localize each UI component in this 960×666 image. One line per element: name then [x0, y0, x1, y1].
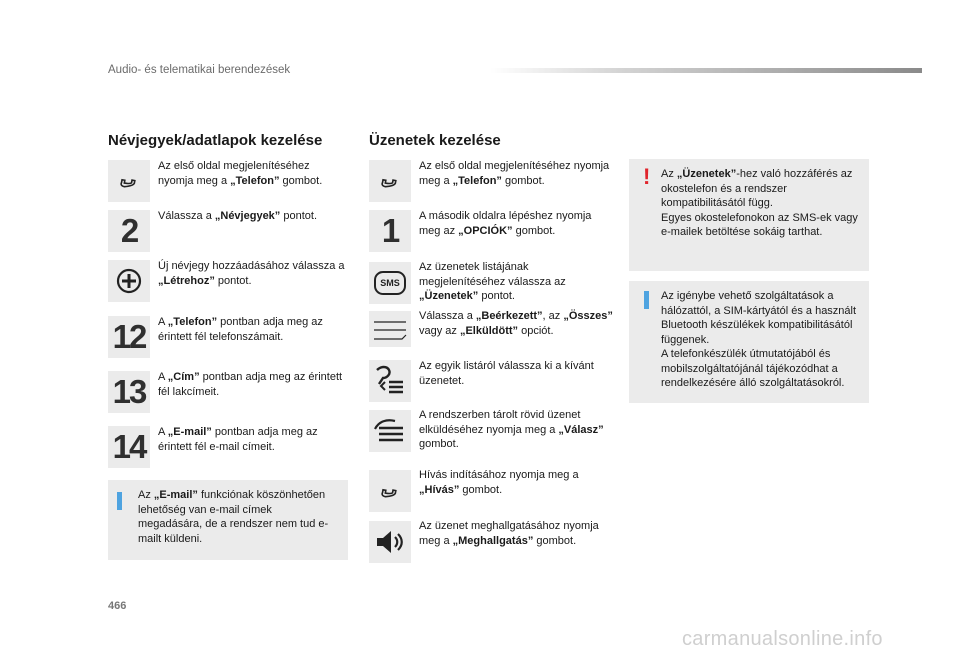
middle-step-5-text: Az egyik listáról válassza ki a kívánt üzenetet. [419, 360, 594, 387]
reply-list-icon [373, 416, 407, 446]
right-warning-note [629, 159, 869, 271]
left-step-1-text: Az első oldal megjelenítéséhez nyomja meg a „Telefon” gombot. [158, 160, 323, 187]
header-decoration-bar [490, 68, 922, 73]
sms-icon-label: SMS [380, 278, 400, 288]
step-number: 2 [120, 212, 138, 249]
info-marker-icon [644, 291, 649, 309]
left-step-4-text: A „Telefon” pontban adja meg az érintett fél telefonszámait. [158, 316, 323, 343]
step-icon-box [369, 262, 411, 304]
middle-step-8-text: Az üzenet meghallgatásához nyomja meg a „Meghallgatás” gombot. [419, 520, 599, 547]
step-icon-box [369, 521, 411, 563]
message-list-select-icon [373, 364, 407, 398]
sms-icon [374, 271, 406, 295]
step-icon-box [369, 410, 411, 452]
step-icon-box [369, 311, 411, 347]
middle-step-2-text: A második oldalra lépéshez nyomja meg az „OPCIÓK” gombot. [419, 210, 592, 237]
speaker-icon [374, 528, 406, 556]
right-info-note-text: Az igénybe vehető szolgáltatások a hálózattól, a SIM-kártyától és a használt Bluetooth készülékek kompatibilitásától függenek. A telefonkészülék útmutatójából és mobilszolgáltatójánál tájékozódhat a rendelkezésére álló szolgáltatásokról. [661, 290, 857, 389]
left-step-3-text: Új névjegy hozzáadásához válassza a „Létrehoz” pontot. [158, 260, 345, 287]
step-icon-box [369, 160, 411, 202]
step-number-box [108, 316, 150, 358]
phone-handset-icon [377, 168, 403, 194]
middle-step-1-text: Az első oldal megjelenítéséhez nyomja meg a „Telefon” gombot. [419, 160, 610, 187]
header-title: Audio- és telematikai berendezések [108, 64, 291, 76]
step-number: 12 [112, 318, 146, 355]
left-step-2-text: Válassza a „Névjegyek” pontot. [158, 210, 318, 222]
step-icon-box [369, 360, 411, 402]
right-warning-note-text: Az „Üzenetek”-hez való hozzáférés az okostelefon és a rendszer kompatibilitásától függ. Egyes okostelefonokon az SMS-ek vagy e-mailek betöltése sokáig tarthat. [661, 168, 858, 238]
right-info-note [629, 281, 869, 403]
left-step-5-text: A „Cím” pontban adja meg az érintett fél lakcímeit. [158, 371, 343, 398]
phone-handset-icon [116, 168, 142, 194]
step-icon-box [108, 160, 150, 202]
middle-step-4-text: Válassza a „Beérkezett”, az „Összes” vagy az „Elküldött” opciót. [419, 310, 613, 337]
left-info-note [108, 480, 348, 560]
info-marker-icon [117, 492, 122, 510]
middle-step-7-text: Hívás indításához nyomja meg a „Hívás” gombot. [419, 469, 579, 496]
step-number: 1 [381, 212, 399, 249]
plus-circle-icon [115, 267, 143, 295]
warning-marker-icon: ! [643, 164, 651, 189]
middle-section-title: Üzenetek kezelése [369, 132, 501, 149]
left-info-note-text: Az „E-mail” funkciónak köszönhetően lehetőség van e-mail címek megadására, de a rendszer nem tud e-mailt küldeni. [138, 489, 329, 545]
watermark: carmanualsonline.info [682, 628, 883, 650]
step-number-box [108, 426, 150, 468]
left-section-title: Névjegyek/adatlapok kezelése [108, 132, 323, 149]
tab-selector-icon [372, 314, 408, 344]
step-icon-box [108, 260, 150, 302]
step-number: 13 [112, 373, 146, 410]
step-number-box [369, 210, 411, 252]
page-number: 466 [108, 600, 127, 612]
step-number-box [108, 210, 150, 252]
phone-handset-icon [377, 478, 403, 504]
left-step-6-text: A „E-mail” pontban adja meg az érintett fél e-mail címeit. [158, 426, 318, 453]
middle-step-6-text: A rendszerben tárolt rövid üzenet elküldéséhez nyomja meg a „Válasz” gombot. [419, 409, 604, 450]
step-icon-box [369, 470, 411, 512]
step-number-box [108, 371, 150, 413]
step-number: 14 [112, 428, 146, 465]
middle-step-3-text: Az üzenetek listájának megjelenítéséhez válassza az „Üzenetek” pontot. [419, 261, 566, 302]
